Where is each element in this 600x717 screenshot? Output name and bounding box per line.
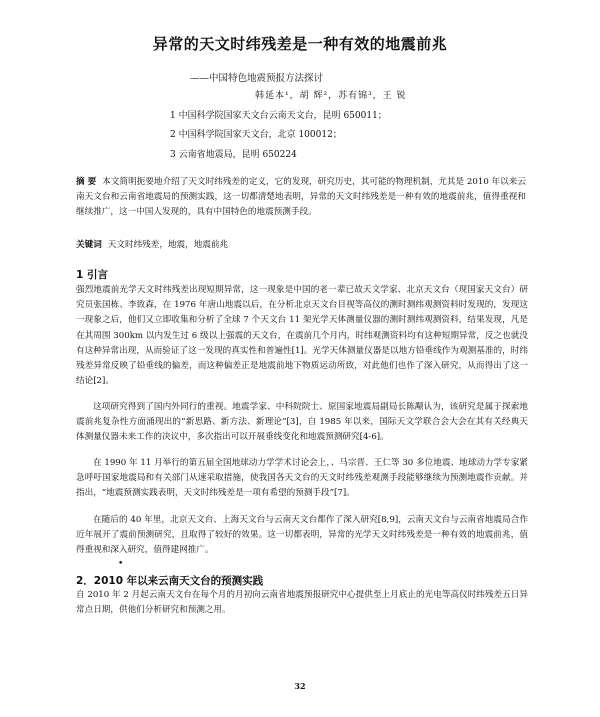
keywords [76, 238, 228, 250]
abstract-text: 本文简明扼要地介绍了天文时纬残差的定义，它的发现，研究历史，其可能的物理机制，尤其是 2010 年以来云南天文台和云南省地震局的预测实践，这一切都清楚地表明，异常的天文时纬残差是一种有效的地震前兆，值得重视和继续推广，这一中国人发现的，具有中国特色的地震预测手段。 [76, 177, 526, 218]
section-2-heading: 2．2010 年以来云南天文台的预测实践 [76, 575, 264, 587]
keywords-label: 关键词 [76, 240, 102, 250]
abstract-label: 摘 要 [76, 177, 97, 187]
author-list: 韩延本¹，胡 辉²，苏有锦³，王 锐 [255, 91, 407, 101]
affiliation-3: 3 云南省地震局，昆明 650224 [170, 150, 297, 160]
affiliation-1: 1 中国科学院国家天文台云南天文台，昆明 650011； [170, 111, 387, 121]
page-number: 32 [294, 681, 306, 691]
paper-title: 异常的天文时纬残差是一种有效的地震前兆 [152, 35, 448, 53]
keywords-text: 天文时纬残差，地震，地震前兆 [107, 240, 229, 250]
section-1-paragraph-1: 强烈地震前光学天文时纬残差出现短期异常，这一现象是中国的老一辈已故天文学家、北京天文台（现国家天文台）研究员张国栋、李致森，在 1976 年唐山地震以后，在分析北京天文台目视等高仪的测时测纬观测资料时发现的，发现这一现象之后，他们又立即收集和分析了全球 7 个天文台 11 架光学天体测量仪器的测时测纬观测资料，结果发现，凡是在其周围 300km 以内发生过 6 级以上强震的天文台，在震前几个月内，时纬观测资料均有这种短期异常，反之也就没有这种异常出现，从而验证了这一发现的真实性和普遍性[1]。光学天体测量仪器是以地方铅垂线作为观测基准的，时纬残差异常反映了铅垂线的偏差，而这种偏差正是地震前地下物质运动所致，对此他们也作了深入研究，从而得出了这一结论[2]。 [76, 285, 528, 387]
section-1-paragraph-4: 在随后的 40 年里，北京天文台、上海天文台与云南天文台都作了深入研究[8,9]，云南天文台与云南省地震局合作近年展开了震前预测研究，且取得了较好的效果。这一切都表明，异常的光学天文时纬残差是一种有效的地震前兆，值得重视和深入研究，值得建网推广。 [76, 515, 528, 556]
section-1-heading: 1 引言 [76, 269, 108, 281]
section-1-paragraph-3: 在 1990 年 11 月举行的第五届全国地球动力学学术讨论会上，、马宗晋、王仁等 30 多位地震、地球动力学专家紧急呼吁国家地震局和有关部门从速采取措施，使我国各天文台的天文时纬残差观测手段能够继续为预测地震作贡献。并指出，“地震预测实践表明，天文时纬残差是一项有希望的预测手段”[7]。 [76, 458, 528, 499]
stray-bullet: • [118, 559, 124, 569]
abstract [76, 175, 526, 221]
affiliation-2: 2 中国科学院国家天文台，北京 100012； [170, 130, 342, 140]
section-1-paragraph-2: 这项研究得到了国内外同行的重视。地震学家、中科院院士、原国家地震局副局长陈颙认为，该研究是属于探索地震前兆复杂性方面涌现出的“新思路、新方法、新理论”[3]，自 1985 年以来，国际天文学联合会大会在其有关经典天体测量仪器未来工作的决议中，多次指出可以开展垂线变化和地震预测研究[4-6]。 [76, 402, 528, 443]
paper-subtitle: ——中国特色地震预报方法探讨 [190, 73, 324, 84]
section-2-paragraph: 自 2010 年 2 月起云南天文台在每个月的月初向云南省地震预报研究中心提供至上月底止的光电等高仪时纬残差五日异常点日期，供他们分析研究和预测之用。 [76, 590, 528, 616]
